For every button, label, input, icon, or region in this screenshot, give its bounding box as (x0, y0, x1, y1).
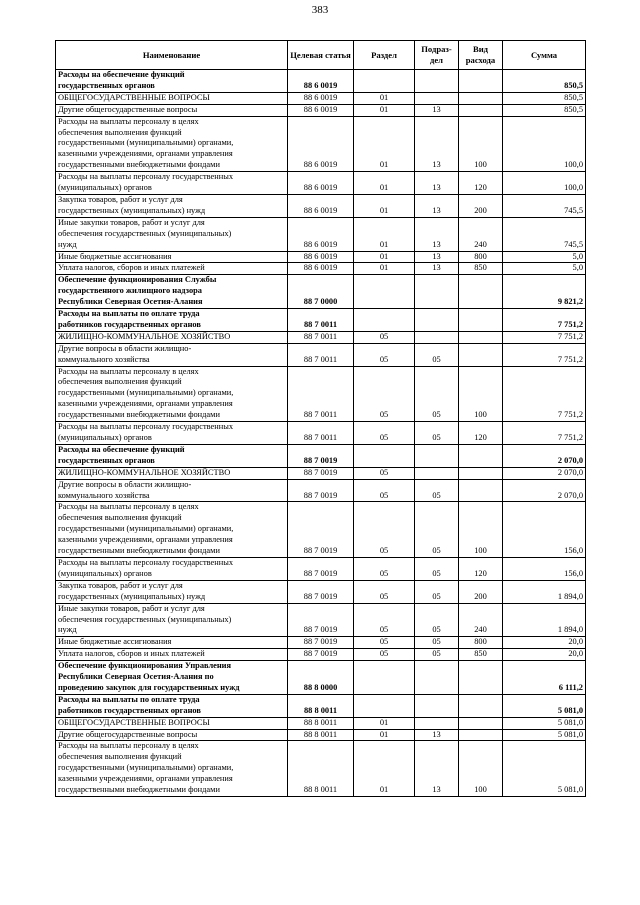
row-amount: 850,5 (503, 70, 586, 93)
row-subsection (415, 717, 459, 729)
row-expense-type: 120 (459, 172, 503, 195)
row-expense-type (459, 92, 503, 104)
row-amount: 7 751,2 (503, 343, 586, 366)
row-amount: 9 821,2 (503, 275, 586, 309)
row-amount: 5 081,0 (503, 729, 586, 741)
row-article: 88 7 0019 (288, 649, 354, 661)
table-row (56, 92, 586, 104)
row-section: 05 (354, 467, 415, 479)
table-row (56, 343, 586, 366)
row-amount: 7 751,2 (503, 422, 586, 445)
row-amount: 20,0 (503, 637, 586, 649)
row-subsection: 13 (415, 194, 459, 217)
row-amount: 156,0 (503, 557, 586, 580)
row-section: 05 (354, 580, 415, 603)
table-row (56, 729, 586, 741)
row-section: 05 (354, 557, 415, 580)
row-subsection: 05 (415, 580, 459, 603)
header-section: Раздел (354, 41, 415, 70)
table-row (56, 263, 586, 275)
table-row (56, 70, 586, 93)
table-row (56, 116, 586, 172)
row-expense-type (459, 694, 503, 717)
row-subsection: 13 (415, 104, 459, 116)
row-name: Расходы на выплаты персоналу государственных (муниципальных) органов (56, 557, 288, 580)
table-header-row (56, 41, 586, 70)
table-row (56, 309, 586, 332)
row-article: 88 6 0019 (288, 251, 354, 263)
row-section: 05 (354, 343, 415, 366)
header-article: Целевая статья (288, 41, 354, 70)
row-section (354, 275, 415, 309)
row-article: 88 8 0011 (288, 741, 354, 797)
row-section: 01 (354, 104, 415, 116)
row-name: Иные бюджетные ассигнования (56, 637, 288, 649)
row-article: 88 7 0011 (288, 366, 354, 422)
header-amount: Сумма (503, 41, 586, 70)
row-name: Уплата налогов, сборов и иных платежей (56, 649, 288, 661)
row-amount: 1 894,0 (503, 603, 586, 637)
table-row (56, 467, 586, 479)
row-name: ОБЩЕГОСУДАРСТВЕННЫЕ ВОПРОСЫ (56, 717, 288, 729)
row-subsection: 05 (415, 557, 459, 580)
row-name: ЖИЛИЩНО-КОММУНАЛЬНОЕ ХОЗЯЙСТВО (56, 331, 288, 343)
row-amount: 2 070,0 (503, 444, 586, 467)
row-subsection: 05 (415, 479, 459, 502)
row-subsection: 05 (415, 343, 459, 366)
row-section: 01 (354, 172, 415, 195)
row-subsection: 05 (415, 502, 459, 558)
row-name: Расходы на выплаты персоналу в целях обеспечения выполнения функций государственными (муниципальными) органами, казенными учреждениями, органами управления государственными внебюджетными фондами (56, 741, 288, 797)
budget-table (55, 40, 586, 797)
row-expense-type (459, 479, 503, 502)
row-name: Закупка товаров, работ и услуг для государственных (муниципальных) нужд (56, 194, 288, 217)
row-section: 05 (354, 502, 415, 558)
row-article: 88 8 0000 (288, 661, 354, 695)
row-article: 88 7 0011 (288, 309, 354, 332)
row-article: 88 7 0011 (288, 331, 354, 343)
row-name: Расходы на выплаты по оплате труда работников государственных органов (56, 309, 288, 332)
row-article: 88 6 0019 (288, 194, 354, 217)
row-expense-type: 100 (459, 366, 503, 422)
row-section: 05 (354, 637, 415, 649)
row-amount: 850,5 (503, 92, 586, 104)
table-row (56, 217, 586, 251)
row-expense-type: 120 (459, 557, 503, 580)
row-subsection (415, 309, 459, 332)
row-amount: 5 081,0 (503, 717, 586, 729)
table-row (56, 275, 586, 309)
row-subsection: 05 (415, 366, 459, 422)
row-article: 88 8 0011 (288, 694, 354, 717)
row-article: 88 8 0011 (288, 729, 354, 741)
table-row (56, 649, 586, 661)
row-name: Другие общегосударственные вопросы (56, 729, 288, 741)
row-subsection: 13 (415, 251, 459, 263)
row-section: 01 (354, 194, 415, 217)
row-expense-type (459, 444, 503, 467)
row-article: 88 6 0019 (288, 172, 354, 195)
row-subsection: 13 (415, 172, 459, 195)
table-row (56, 251, 586, 263)
row-expense-type: 100 (459, 741, 503, 797)
row-name: Закупка товаров, работ и услуг для государственных (муниципальных) нужд (56, 580, 288, 603)
table-row (56, 502, 586, 558)
table-row (56, 741, 586, 797)
table-row (56, 366, 586, 422)
table-row (56, 557, 586, 580)
row-subsection (415, 694, 459, 717)
row-amount: 20,0 (503, 649, 586, 661)
row-amount: 100,0 (503, 116, 586, 172)
row-subsection: 13 (415, 741, 459, 797)
row-subsection: 13 (415, 263, 459, 275)
row-expense-type (459, 104, 503, 116)
row-amount: 6 111,2 (503, 661, 586, 695)
row-article: 88 6 0019 (288, 104, 354, 116)
row-expense-type: 120 (459, 422, 503, 445)
row-article: 88 7 0019 (288, 580, 354, 603)
table-row (56, 422, 586, 445)
row-amount: 850,5 (503, 104, 586, 116)
row-section (354, 444, 415, 467)
row-expense-type: 800 (459, 251, 503, 263)
row-section (354, 661, 415, 695)
row-article: 88 7 0019 (288, 637, 354, 649)
row-section: 01 (354, 729, 415, 741)
row-subsection (415, 331, 459, 343)
row-expense-type (459, 275, 503, 309)
row-name: Обеспечение функционирования Службы государственного жилищного надзора Республики Северная Осетия-Алания (56, 275, 288, 309)
row-expense-type (459, 70, 503, 93)
row-subsection: 05 (415, 603, 459, 637)
row-section: 05 (354, 422, 415, 445)
table-row (56, 479, 586, 502)
row-article: 88 7 0011 (288, 343, 354, 366)
row-name: Иные закупки товаров, работ и услуг для обеспечения государственных (муниципальных) нужд (56, 217, 288, 251)
row-expense-type (459, 717, 503, 729)
row-article: 88 7 0019 (288, 557, 354, 580)
row-amount: 1 894,0 (503, 580, 586, 603)
row-name: Другие вопросы в области жилищно- коммунального хозяйства (56, 479, 288, 502)
row-name: Расходы на обеспечение функций государственных органов (56, 444, 288, 467)
row-expense-type: 100 (459, 116, 503, 172)
row-amount: 7 751,2 (503, 366, 586, 422)
row-section: 01 (354, 217, 415, 251)
table-row (56, 331, 586, 343)
row-expense-type: 240 (459, 217, 503, 251)
row-amount: 156,0 (503, 502, 586, 558)
row-article: 88 8 0011 (288, 717, 354, 729)
row-section (354, 694, 415, 717)
row-article: 88 7 0019 (288, 479, 354, 502)
row-subsection: 05 (415, 637, 459, 649)
row-name: Расходы на выплаты персоналу в целях обеспечения выполнения функций государственными (муниципальными) органами, казенными учреждениями, органами управления государственными внебюджетными фондами (56, 502, 288, 558)
row-name: Расходы на выплаты персоналу государственных (муниципальных) органов (56, 172, 288, 195)
table-row (56, 444, 586, 467)
header-expense-type: Вид расхода (459, 41, 503, 70)
row-name: Расходы на выплаты персоналу в целях обеспечения выполнения функций государственными (муниципальными) органами, казенными учреждениями, органами управления государственными внебюджетными фондами (56, 366, 288, 422)
table-row (56, 694, 586, 717)
row-section: 01 (354, 116, 415, 172)
row-subsection: 13 (415, 729, 459, 741)
row-expense-type (459, 661, 503, 695)
table-row (56, 194, 586, 217)
table-row (56, 637, 586, 649)
row-section: 05 (354, 649, 415, 661)
row-name: Уплата налогов, сборов и иных платежей (56, 263, 288, 275)
row-name: Другие вопросы в области жилищно- коммунального хозяйства (56, 343, 288, 366)
row-subsection (415, 275, 459, 309)
row-name: Обеспечение функционирования Управления Республики Северная Осетия-Алания по проведению закупок для государственных нужд (56, 661, 288, 695)
row-section: 05 (354, 479, 415, 502)
row-expense-type (459, 343, 503, 366)
row-amount: 5 081,0 (503, 741, 586, 797)
row-expense-type (459, 309, 503, 332)
row-amount: 5 081,0 (503, 694, 586, 717)
row-name: ОБЩЕГОСУДАРСТВЕННЫЕ ВОПРОСЫ (56, 92, 288, 104)
row-amount: 5,0 (503, 251, 586, 263)
row-expense-type: 850 (459, 263, 503, 275)
row-section (354, 309, 415, 332)
row-expense-type: 800 (459, 637, 503, 649)
row-name: Расходы на выплаты по оплате труда работников государственных органов (56, 694, 288, 717)
row-name: Расходы на обеспечение функций государственных органов (56, 70, 288, 93)
row-article: 88 6 0019 (288, 263, 354, 275)
row-name: Расходы на выплаты персоналу в целях обеспечения выполнения функций государственными (муниципальными) органами, казенными учреждениями, органами управления государственными внебюджетными фондами (56, 116, 288, 172)
row-amount: 5,0 (503, 263, 586, 275)
row-section: 05 (354, 603, 415, 637)
row-subsection (415, 444, 459, 467)
row-amount: 2 070,0 (503, 467, 586, 479)
row-article: 88 6 0019 (288, 116, 354, 172)
row-name: ЖИЛИЩНО-КОММУНАЛЬНОЕ ХОЗЯЙСТВО (56, 467, 288, 479)
table-row (56, 172, 586, 195)
row-name: Другие общегосударственные вопросы (56, 104, 288, 116)
row-expense-type (459, 467, 503, 479)
row-subsection (415, 92, 459, 104)
row-article: 88 7 0019 (288, 603, 354, 637)
table-row (56, 661, 586, 695)
row-amount: 2 070,0 (503, 479, 586, 502)
table-row (56, 104, 586, 116)
table-row (56, 717, 586, 729)
row-section: 01 (354, 717, 415, 729)
row-amount: 7 751,2 (503, 309, 586, 332)
row-subsection: 05 (415, 422, 459, 445)
row-expense-type (459, 331, 503, 343)
table-row (56, 580, 586, 603)
row-article: 88 7 0019 (288, 467, 354, 479)
row-name: Расходы на выплаты персоналу государственных (муниципальных) органов (56, 422, 288, 445)
row-amount: 745,5 (503, 217, 586, 251)
row-section: 01 (354, 251, 415, 263)
row-article: 88 6 0019 (288, 217, 354, 251)
row-article: 88 7 0019 (288, 502, 354, 558)
row-section: 05 (354, 331, 415, 343)
row-section: 01 (354, 741, 415, 797)
row-expense-type: 100 (459, 502, 503, 558)
header-name: Наименование (56, 41, 288, 70)
row-amount: 745,5 (503, 194, 586, 217)
row-subsection (415, 661, 459, 695)
row-subsection: 13 (415, 116, 459, 172)
row-section: 05 (354, 366, 415, 422)
row-section: 01 (354, 263, 415, 275)
row-subsection: 05 (415, 649, 459, 661)
row-expense-type: 200 (459, 580, 503, 603)
row-name: Иные закупки товаров, работ и услуг для обеспечения государственных (муниципальных) нужд (56, 603, 288, 637)
row-article: 88 7 0000 (288, 275, 354, 309)
row-subsection (415, 467, 459, 479)
header-subsection: Подраз-дел (415, 41, 459, 70)
row-article: 88 6 0019 (288, 70, 354, 93)
row-subsection (415, 70, 459, 93)
row-expense-type: 850 (459, 649, 503, 661)
page-number: 383 (311, 4, 329, 16)
row-subsection: 13 (415, 217, 459, 251)
row-expense-type: 240 (459, 603, 503, 637)
row-expense-type (459, 729, 503, 741)
row-expense-type: 200 (459, 194, 503, 217)
row-name: Иные бюджетные ассигнования (56, 251, 288, 263)
row-amount: 100,0 (503, 172, 586, 195)
table-row (56, 603, 586, 637)
row-section: 01 (354, 92, 415, 104)
row-article: 88 7 0011 (288, 422, 354, 445)
row-amount: 7 751,2 (503, 331, 586, 343)
row-article: 88 6 0019 (288, 92, 354, 104)
row-article: 88 7 0019 (288, 444, 354, 467)
row-section (354, 70, 415, 93)
